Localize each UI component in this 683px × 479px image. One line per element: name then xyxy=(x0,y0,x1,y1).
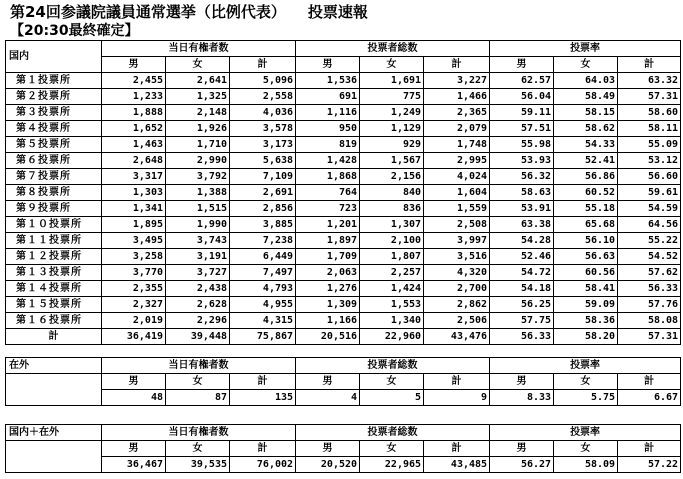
value-cell: 2,019 xyxy=(102,313,166,329)
value-cell: 43,476 xyxy=(424,329,490,345)
col-male: 男 xyxy=(102,57,166,73)
value-cell: 57.75 xyxy=(490,313,554,329)
col-female: 女 xyxy=(166,57,230,73)
polling-station-label: 第１５投票所 xyxy=(6,297,102,313)
value-cell: 56.04 xyxy=(490,89,554,105)
polling-station-label: 第２投票所 xyxy=(6,89,102,105)
value-cell: 2,355 xyxy=(102,281,166,297)
value-cell: 54.59 xyxy=(618,201,681,217)
value-cell: 55.22 xyxy=(618,233,681,249)
group-header-row xyxy=(6,358,681,374)
total-label: 計 xyxy=(6,329,102,345)
value-cell: 53.93 xyxy=(490,153,554,169)
value-cell: 2,327 xyxy=(102,297,166,313)
col-female: 女 xyxy=(554,374,618,390)
value-cell: 76,002 xyxy=(230,457,296,473)
polling-station-label: 第１６投票所 xyxy=(6,313,102,329)
polling-station-label: 第７投票所 xyxy=(6,169,102,185)
value-cell: 2,990 xyxy=(166,153,230,169)
voters-group-header: 当日有権者数 xyxy=(102,358,296,374)
votes-group-header: 投票者総数 xyxy=(296,425,490,441)
value-cell: 2,691 xyxy=(230,185,296,201)
col-total: 計 xyxy=(424,57,490,73)
value-cell: 57.22 xyxy=(618,457,681,473)
value-cell: 57.31 xyxy=(618,89,681,105)
value-cell: 135 xyxy=(230,390,296,406)
value-cell: 691 xyxy=(296,89,360,105)
value-cell: 6,449 xyxy=(230,249,296,265)
value-cell: 4 xyxy=(296,390,360,406)
polling-station-label: 第５投票所 xyxy=(6,137,102,153)
value-cell: 3,578 xyxy=(230,121,296,137)
value-cell: 2,156 xyxy=(360,169,424,185)
domestic-label: 国内 xyxy=(6,41,102,73)
value-cell: 56.33 xyxy=(490,329,554,345)
rate-group-header: 投票率 xyxy=(490,41,681,57)
value-cell: 2,063 xyxy=(296,265,360,281)
col-male: 男 xyxy=(490,374,554,390)
domestic-table xyxy=(5,40,681,345)
value-cell: 58.36 xyxy=(554,313,618,329)
value-cell: 20,516 xyxy=(296,329,360,345)
combined-label: 国内＋在外 xyxy=(6,425,102,441)
value-cell: 4,793 xyxy=(230,281,296,297)
value-cell: 1,710 xyxy=(166,137,230,153)
table-row xyxy=(6,153,681,169)
combined-table xyxy=(5,424,681,473)
sub-header-row xyxy=(6,441,681,457)
table-row xyxy=(6,121,681,137)
value-cell: 56.86 xyxy=(554,169,618,185)
value-cell: 58.20 xyxy=(554,329,618,345)
value-cell: 1,341 xyxy=(102,201,166,217)
blank-cell xyxy=(6,374,102,406)
page-title xyxy=(10,1,368,22)
voters-group-header: 当日有権者数 xyxy=(102,41,296,57)
value-cell: 55.09 xyxy=(618,137,681,153)
value-cell: 1,428 xyxy=(296,153,360,169)
combined-values-row xyxy=(6,457,681,473)
value-cell: 1,990 xyxy=(166,217,230,233)
col-total: 計 xyxy=(618,374,681,390)
value-cell: 3,227 xyxy=(424,73,490,89)
value-cell: 58.08 xyxy=(618,313,681,329)
value-cell: 2,079 xyxy=(424,121,490,137)
value-cell: 950 xyxy=(296,121,360,137)
group-header-row xyxy=(6,41,681,57)
value-cell: 1,129 xyxy=(360,121,424,137)
col-male: 男 xyxy=(490,57,554,73)
value-cell: 1,340 xyxy=(360,313,424,329)
value-cell: 723 xyxy=(296,201,360,217)
value-cell: 4,315 xyxy=(230,313,296,329)
col-female: 女 xyxy=(166,441,230,457)
value-cell: 1,424 xyxy=(360,281,424,297)
col-female: 女 xyxy=(554,441,618,457)
value-cell: 1,709 xyxy=(296,249,360,265)
value-cell: 54.33 xyxy=(554,137,618,153)
blank-cell xyxy=(6,441,102,473)
value-cell: 1,604 xyxy=(424,185,490,201)
col-total: 計 xyxy=(230,57,296,73)
value-cell: 4,036 xyxy=(230,105,296,121)
value-cell: 3,727 xyxy=(166,265,230,281)
value-cell: 3,792 xyxy=(166,169,230,185)
value-cell: 5,638 xyxy=(230,153,296,169)
table-row xyxy=(6,185,681,201)
rate-group-header: 投票率 xyxy=(490,425,681,441)
col-female: 女 xyxy=(166,374,230,390)
polling-station-label: 第１投票所 xyxy=(6,73,102,89)
value-cell: 1,868 xyxy=(296,169,360,185)
value-cell: 1,249 xyxy=(360,105,424,121)
value-cell: 6.67 xyxy=(618,390,681,406)
value-cell: 56.10 xyxy=(554,233,618,249)
value-cell: 2,148 xyxy=(166,105,230,121)
table-row xyxy=(6,217,681,233)
value-cell: 54.52 xyxy=(618,249,681,265)
status-label: 【20:30最終確定】 xyxy=(10,23,139,39)
value-cell: 3,770 xyxy=(102,265,166,281)
votes-group-header: 投票者総数 xyxy=(296,41,490,57)
sub-header-row xyxy=(6,374,681,390)
value-cell: 2,257 xyxy=(360,265,424,281)
value-cell: 1,691 xyxy=(360,73,424,89)
value-cell: 9 xyxy=(424,390,490,406)
value-cell: 1,466 xyxy=(424,89,490,105)
value-cell: 3,173 xyxy=(230,137,296,153)
value-cell: 57.76 xyxy=(618,297,681,313)
value-cell: 3,258 xyxy=(102,249,166,265)
table-row xyxy=(6,281,681,297)
voters-group-header: 当日有権者数 xyxy=(102,425,296,441)
value-cell: 1,553 xyxy=(360,297,424,313)
value-cell: 36,419 xyxy=(102,329,166,345)
col-male: 男 xyxy=(296,441,360,457)
value-cell: 64.56 xyxy=(618,217,681,233)
value-cell: 54.28 xyxy=(490,233,554,249)
polling-station-label: 第３投票所 xyxy=(6,105,102,121)
value-cell: 39,448 xyxy=(166,329,230,345)
value-cell: 5.75 xyxy=(554,390,618,406)
value-cell: 58.60 xyxy=(618,105,681,121)
value-cell: 53.91 xyxy=(490,201,554,217)
value-cell: 58.11 xyxy=(618,121,681,137)
value-cell: 2,100 xyxy=(360,233,424,249)
value-cell: 54.72 xyxy=(490,265,554,281)
polling-station-label: 第６投票所 xyxy=(6,153,102,169)
value-cell: 48 xyxy=(102,390,166,406)
polling-station-label: 第９投票所 xyxy=(6,201,102,217)
table-row xyxy=(6,265,681,281)
value-cell: 5 xyxy=(360,390,424,406)
value-cell: 3,495 xyxy=(102,233,166,249)
value-cell: 1,926 xyxy=(166,121,230,137)
polling-station-label: 第１３投票所 xyxy=(6,265,102,281)
table-row xyxy=(6,89,681,105)
table-row xyxy=(6,313,681,329)
value-cell: 1,463 xyxy=(102,137,166,153)
value-cell: 8.33 xyxy=(490,390,554,406)
table-row xyxy=(6,297,681,313)
value-cell: 7,497 xyxy=(230,265,296,281)
value-cell: 63.32 xyxy=(618,73,681,89)
value-cell: 58.09 xyxy=(554,457,618,473)
col-total: 計 xyxy=(424,441,490,457)
value-cell: 840 xyxy=(360,185,424,201)
value-cell: 58.49 xyxy=(554,89,618,105)
polling-station-label: 第１０投票所 xyxy=(6,217,102,233)
value-cell: 2,558 xyxy=(230,89,296,105)
value-cell: 2,506 xyxy=(424,313,490,329)
col-male: 男 xyxy=(490,441,554,457)
value-cell: 5,096 xyxy=(230,73,296,89)
value-cell: 775 xyxy=(360,89,424,105)
votes-group-header: 投票者総数 xyxy=(296,358,490,374)
value-cell: 1,325 xyxy=(166,89,230,105)
value-cell: 3,885 xyxy=(230,217,296,233)
value-cell: 1,536 xyxy=(296,73,360,89)
value-cell: 2,365 xyxy=(424,105,490,121)
value-cell: 56.63 xyxy=(554,249,618,265)
value-cell: 4,320 xyxy=(424,265,490,281)
value-cell: 57.51 xyxy=(490,121,554,137)
col-female: 女 xyxy=(554,57,618,73)
value-cell: 1,201 xyxy=(296,217,360,233)
value-cell: 20,520 xyxy=(296,457,360,473)
value-cell: 836 xyxy=(360,201,424,217)
overseas-values-row xyxy=(6,390,681,406)
col-male: 男 xyxy=(102,441,166,457)
value-cell: 1,897 xyxy=(296,233,360,249)
value-cell: 1,807 xyxy=(360,249,424,265)
value-cell: 1,276 xyxy=(296,281,360,297)
table-row xyxy=(6,201,681,217)
value-cell: 56.32 xyxy=(490,169,554,185)
value-cell: 7,238 xyxy=(230,233,296,249)
value-cell: 59.11 xyxy=(490,105,554,121)
value-cell: 59.09 xyxy=(554,297,618,313)
election-title: 第24回参議院議員通常選挙（比例代表） xyxy=(10,3,286,21)
value-cell: 56.60 xyxy=(618,169,681,185)
overseas-label: 在外 xyxy=(6,358,102,374)
value-cell: 75,867 xyxy=(230,329,296,345)
value-cell: 58.62 xyxy=(554,121,618,137)
value-cell: 1,233 xyxy=(102,89,166,105)
value-cell: 2,862 xyxy=(424,297,490,313)
value-cell: 929 xyxy=(360,137,424,153)
value-cell: 53.12 xyxy=(618,153,681,169)
value-cell: 1,652 xyxy=(102,121,166,137)
value-cell: 1,515 xyxy=(166,201,230,217)
value-cell: 59.61 xyxy=(618,185,681,201)
value-cell: 56.25 xyxy=(490,297,554,313)
value-cell: 819 xyxy=(296,137,360,153)
table-row xyxy=(6,73,681,89)
value-cell: 4,024 xyxy=(424,169,490,185)
value-cell: 2,648 xyxy=(102,153,166,169)
value-cell: 2,995 xyxy=(424,153,490,169)
value-cell: 56.33 xyxy=(618,281,681,297)
value-cell: 1,309 xyxy=(296,297,360,313)
rate-group-header: 投票率 xyxy=(490,358,681,374)
value-cell: 1,307 xyxy=(360,217,424,233)
total-row xyxy=(6,329,681,345)
col-total: 計 xyxy=(230,374,296,390)
col-male: 男 xyxy=(296,57,360,73)
polling-station-label: 第１４投票所 xyxy=(6,281,102,297)
value-cell: 1,166 xyxy=(296,313,360,329)
value-cell: 1,303 xyxy=(102,185,166,201)
overseas-table xyxy=(5,357,681,406)
col-male: 男 xyxy=(296,374,360,390)
value-cell: 2,508 xyxy=(424,217,490,233)
value-cell: 56.27 xyxy=(490,457,554,473)
col-total: 計 xyxy=(230,441,296,457)
value-cell: 22,960 xyxy=(360,329,424,345)
value-cell: 1,559 xyxy=(424,201,490,217)
col-male: 男 xyxy=(102,374,166,390)
value-cell: 3,317 xyxy=(102,169,166,185)
value-cell: 764 xyxy=(296,185,360,201)
value-cell: 2,641 xyxy=(166,73,230,89)
value-cell: 58.63 xyxy=(490,185,554,201)
table-row xyxy=(6,137,681,153)
group-header-row xyxy=(6,425,681,441)
value-cell: 1,116 xyxy=(296,105,360,121)
value-cell: 58.41 xyxy=(554,281,618,297)
col-total: 計 xyxy=(618,57,681,73)
value-cell: 55.98 xyxy=(490,137,554,153)
value-cell: 54.18 xyxy=(490,281,554,297)
col-female: 女 xyxy=(360,57,424,73)
table-row xyxy=(6,233,681,249)
value-cell: 60.56 xyxy=(554,265,618,281)
value-cell: 39,535 xyxy=(166,457,230,473)
value-cell: 58.15 xyxy=(554,105,618,121)
value-cell: 2,455 xyxy=(102,73,166,89)
value-cell: 1,888 xyxy=(102,105,166,121)
value-cell: 2,700 xyxy=(424,281,490,297)
polling-station-label: 第４投票所 xyxy=(6,121,102,137)
value-cell: 60.52 xyxy=(554,185,618,201)
value-cell: 2,628 xyxy=(166,297,230,313)
value-cell: 52.46 xyxy=(490,249,554,265)
value-cell: 2,296 xyxy=(166,313,230,329)
value-cell: 3,743 xyxy=(166,233,230,249)
report-subtitle: 投票速報 xyxy=(307,3,368,21)
value-cell: 52.41 xyxy=(554,153,618,169)
value-cell: 1,388 xyxy=(166,185,230,201)
polling-station-label: 第１２投票所 xyxy=(6,249,102,265)
col-total: 計 xyxy=(424,374,490,390)
value-cell: 3,191 xyxy=(166,249,230,265)
value-cell: 2,856 xyxy=(230,201,296,217)
value-cell: 4,955 xyxy=(230,297,296,313)
col-female: 女 xyxy=(360,441,424,457)
value-cell: 64.03 xyxy=(554,73,618,89)
value-cell: 1,895 xyxy=(102,217,166,233)
value-cell: 57.62 xyxy=(618,265,681,281)
value-cell: 57.31 xyxy=(618,329,681,345)
table-row xyxy=(6,249,681,265)
col-total: 計 xyxy=(618,441,681,457)
value-cell: 55.18 xyxy=(554,201,618,217)
value-cell: 3,516 xyxy=(424,249,490,265)
value-cell: 22,965 xyxy=(360,457,424,473)
polling-station-label: 第１１投票所 xyxy=(6,233,102,249)
value-cell: 63.38 xyxy=(490,217,554,233)
value-cell: 43,485 xyxy=(424,457,490,473)
value-cell: 1,748 xyxy=(424,137,490,153)
value-cell: 7,109 xyxy=(230,169,296,185)
value-cell: 2,438 xyxy=(166,281,230,297)
table-row xyxy=(6,105,681,121)
table-row xyxy=(6,169,681,185)
value-cell: 3,997 xyxy=(424,233,490,249)
col-female: 女 xyxy=(360,374,424,390)
sub-header-row xyxy=(6,57,681,73)
value-cell: 65.68 xyxy=(554,217,618,233)
polling-station-label: 第８投票所 xyxy=(6,185,102,201)
value-cell: 87 xyxy=(166,390,230,406)
value-cell: 62.57 xyxy=(490,73,554,89)
value-cell: 36,467 xyxy=(102,457,166,473)
value-cell: 1,567 xyxy=(360,153,424,169)
